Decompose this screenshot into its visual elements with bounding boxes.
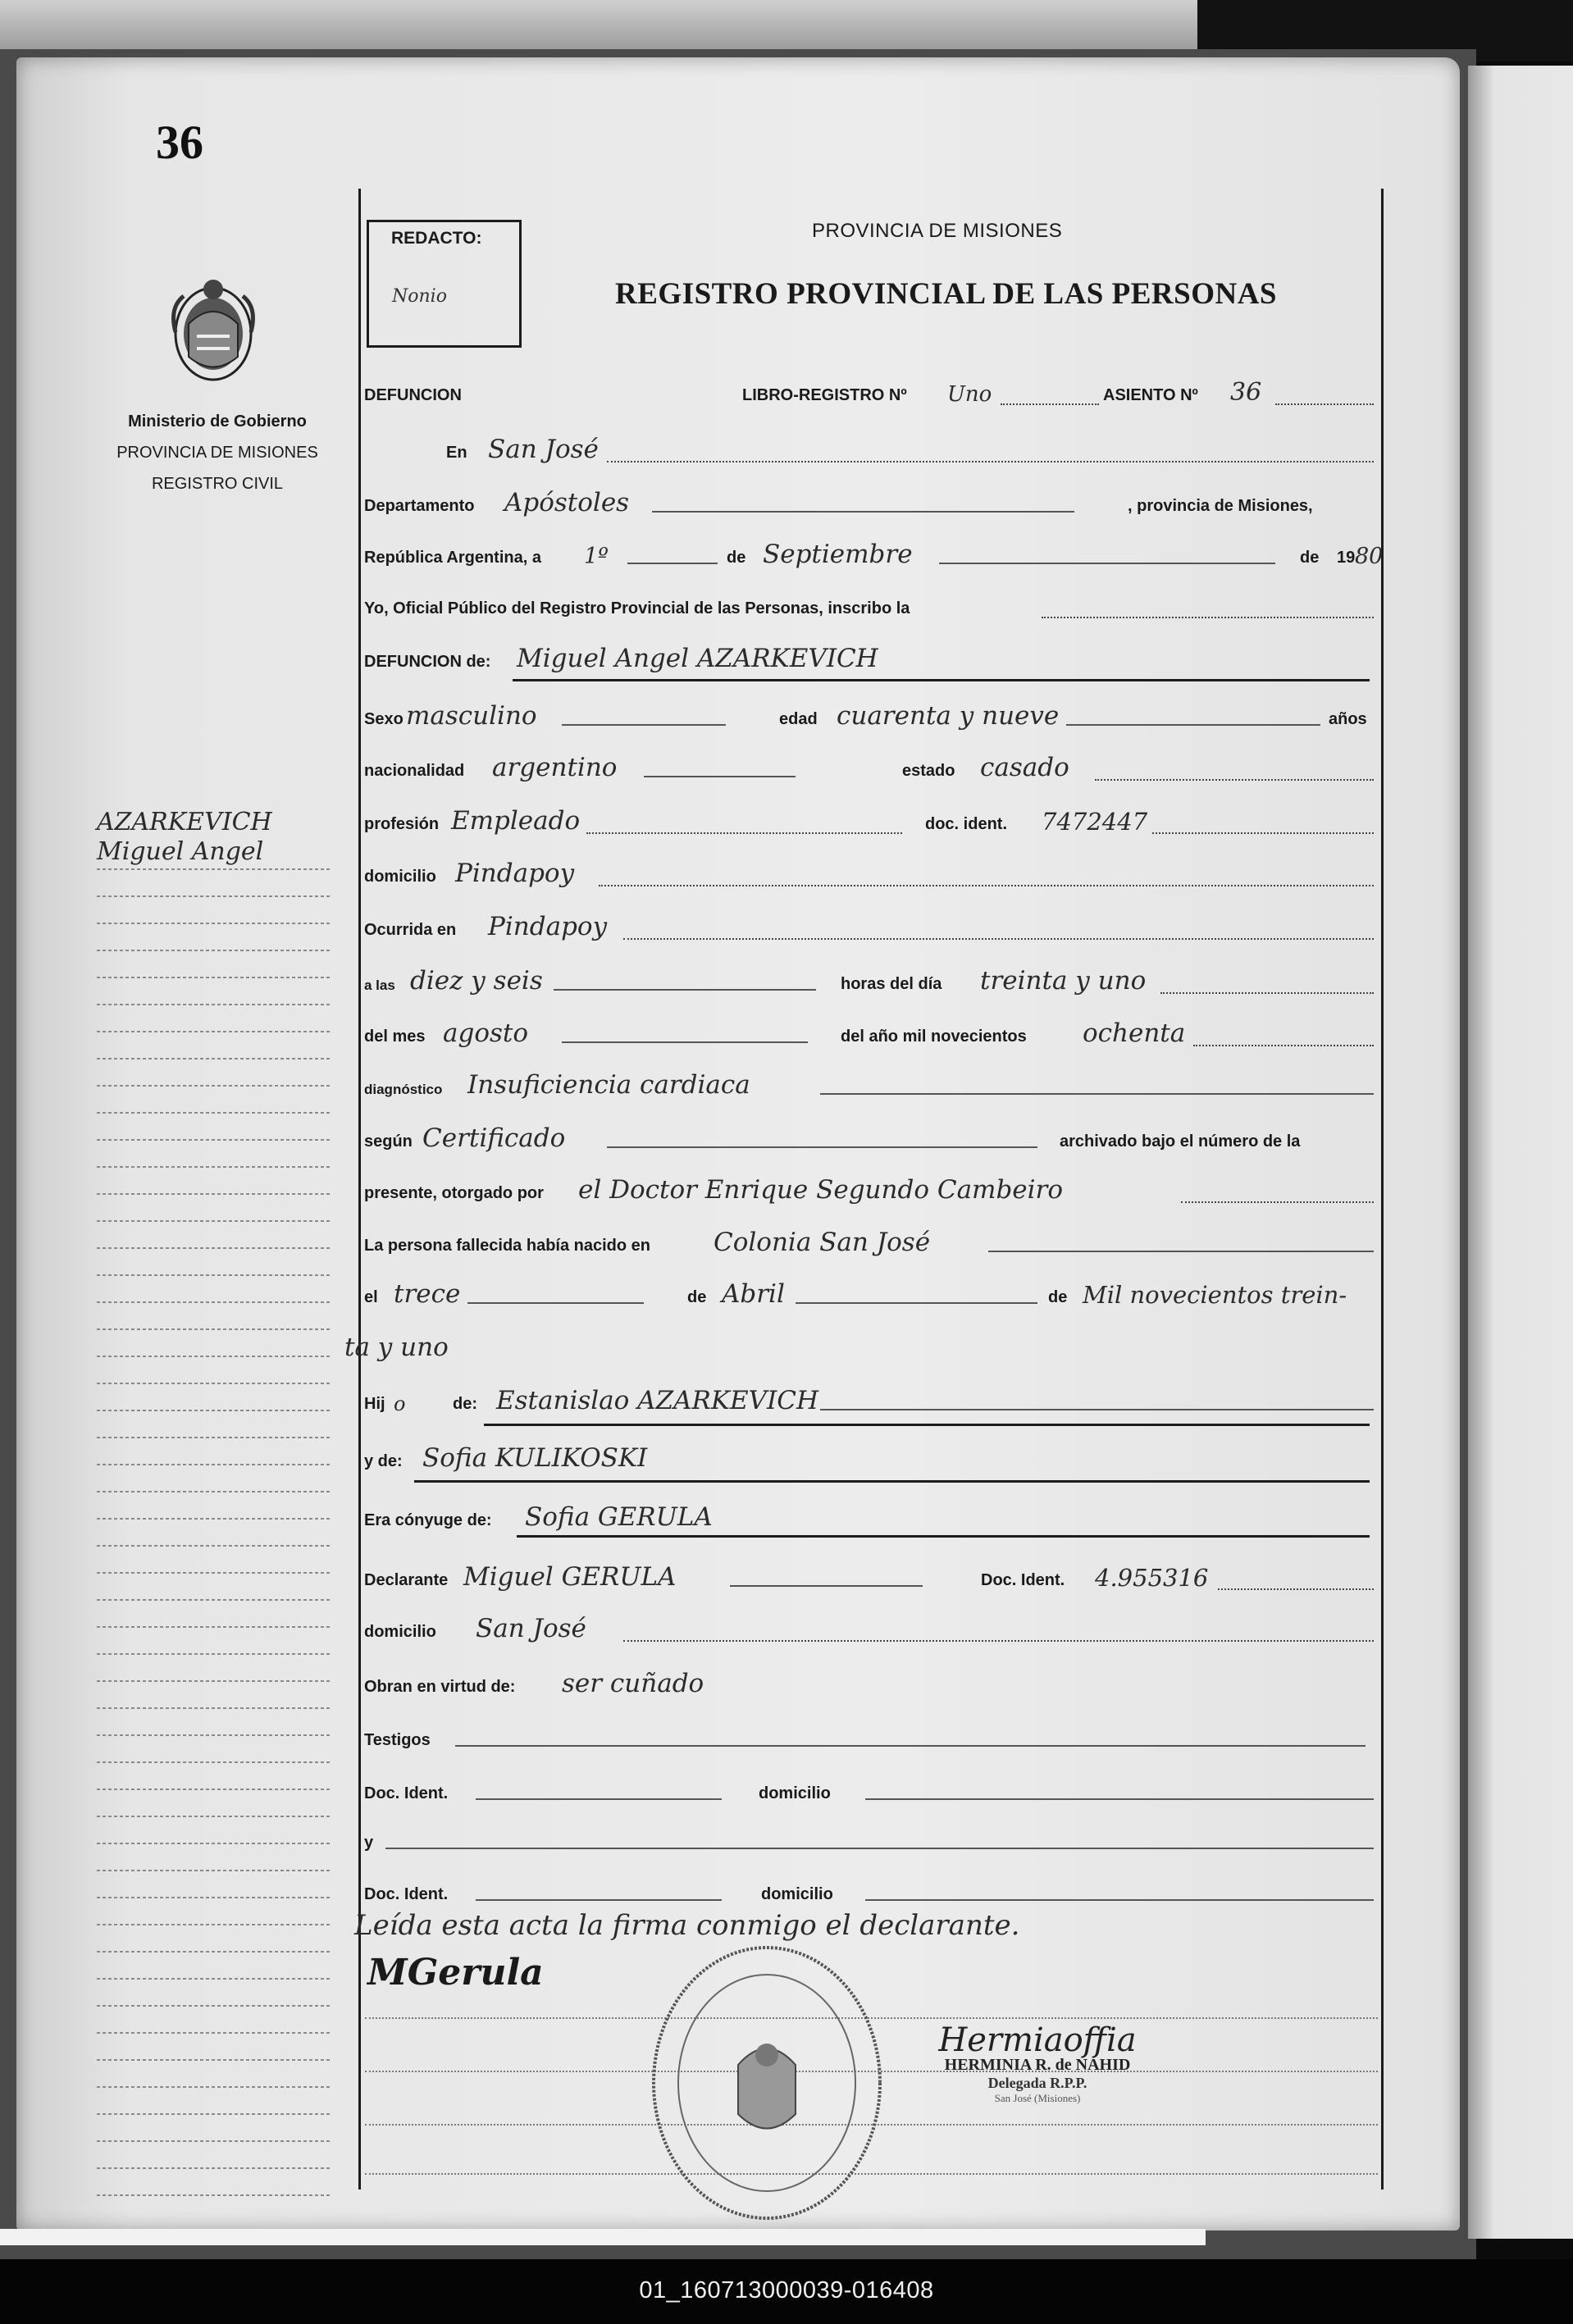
anio-mil-line bbox=[1193, 1045, 1374, 1046]
row-testigo-y bbox=[361, 1825, 1378, 1857]
redacto-value: Nonio bbox=[392, 286, 447, 307]
declarante-doc-line bbox=[1218, 1588, 1374, 1590]
conyuge-underline bbox=[517, 1535, 1370, 1538]
row-padre bbox=[361, 1386, 1378, 1419]
nac-mes-line bbox=[796, 1302, 1037, 1304]
anio-mil-value: ochenta bbox=[1083, 1018, 1186, 1048]
y-de-label: y de: bbox=[364, 1452, 403, 1470]
estado-value: casado bbox=[980, 753, 1069, 782]
departamento-line bbox=[652, 511, 1074, 513]
en-line bbox=[607, 461, 1374, 463]
obran-label: Obran en virtud de: bbox=[364, 1678, 516, 1696]
ocurrida-line bbox=[623, 938, 1374, 940]
asiento-line bbox=[1275, 403, 1374, 405]
margin-ruled-lines bbox=[97, 861, 331, 2206]
row-testigo-2 bbox=[361, 1876, 1378, 1909]
row-departamento bbox=[361, 488, 1378, 521]
profesion-value: Empleado bbox=[451, 806, 581, 836]
form-province: PROVINCIA DE MISIONES bbox=[812, 220, 1063, 242]
anio-value: 80 bbox=[1355, 544, 1384, 569]
defuncion-underline bbox=[513, 679, 1370, 681]
form-right-border bbox=[1381, 189, 1384, 2190]
anio-prefix: 19 bbox=[1337, 549, 1356, 567]
madre-underline bbox=[414, 1480, 1370, 1483]
declarante-dom-value: San José bbox=[476, 1614, 586, 1643]
provincial-coat-of-arms-icon bbox=[164, 275, 262, 388]
row-defuncion bbox=[361, 644, 1378, 677]
diagnostico-label: diagnóstico bbox=[364, 1082, 443, 1097]
domicilio-line bbox=[599, 885, 1374, 886]
row-sexo bbox=[361, 701, 1378, 734]
nac-anio-value-2: ta y uno bbox=[344, 1333, 449, 1362]
diagnostico-line bbox=[820, 1093, 1374, 1095]
hijo-label: Hij bbox=[364, 1395, 385, 1413]
el-value: trece bbox=[394, 1279, 461, 1309]
padre-value: Estanislao AZARKEVICH bbox=[496, 1386, 819, 1415]
de-label-5: de: bbox=[453, 1395, 477, 1413]
del-mes-line bbox=[562, 1041, 808, 1043]
issuing-authority bbox=[82, 406, 353, 499]
row-declarante bbox=[361, 1562, 1378, 1595]
photo-top-edge bbox=[0, 0, 1197, 49]
doc-value: 7472447 bbox=[1042, 808, 1148, 836]
margin-surname: AZARKEVICH bbox=[97, 808, 272, 836]
redacto-box bbox=[367, 220, 522, 348]
dia-value: 1º bbox=[584, 544, 609, 569]
dia-line bbox=[627, 563, 718, 564]
row-profesion bbox=[361, 806, 1378, 839]
profesion-line bbox=[586, 832, 902, 834]
row-fecha bbox=[361, 540, 1384, 572]
facing-page-edge bbox=[1468, 66, 1573, 2239]
estado-label: estado bbox=[902, 762, 955, 780]
row-testigos bbox=[361, 1722, 1378, 1755]
segun-label: según bbox=[364, 1132, 413, 1151]
libro-line bbox=[1001, 403, 1099, 405]
nacido-value: Colonia San José bbox=[714, 1228, 931, 1257]
presente-label: presente, otorgado por bbox=[364, 1184, 544, 1202]
declarante-doc-value: 4.955316 bbox=[1095, 1564, 1209, 1592]
obran-value: ser cuñado bbox=[562, 1669, 704, 1698]
de-label: de bbox=[727, 549, 746, 567]
row-hora bbox=[361, 966, 1378, 999]
mes-line bbox=[939, 563, 1275, 564]
nacionalidad-line bbox=[644, 776, 796, 777]
row-madre bbox=[361, 1443, 1378, 1476]
page-bottom-edge bbox=[0, 2229, 1206, 2245]
yo-line bbox=[1042, 617, 1374, 618]
testigos-label: Testigos bbox=[364, 1731, 431, 1749]
row-segun bbox=[361, 1123, 1378, 1156]
anios-label: años bbox=[1329, 710, 1367, 728]
row-nacimiento bbox=[361, 1279, 1378, 1312]
y-line bbox=[385, 1848, 1374, 1849]
testigos-line bbox=[455, 1745, 1366, 1747]
de-label-2: de bbox=[1300, 549, 1320, 567]
archivado-label: archivado bajo el número de la bbox=[1060, 1132, 1301, 1151]
nacionalidad-label: nacionalidad bbox=[364, 762, 465, 780]
ministry-name: Ministerio de Gobierno bbox=[128, 412, 307, 431]
horas-value: treinta y uno bbox=[980, 966, 1147, 996]
asiento-value: 36 bbox=[1230, 378, 1262, 407]
republica-label: República Argentina, a bbox=[364, 549, 541, 567]
dom2-label: domicilio bbox=[761, 1885, 833, 1903]
declarante-dom-line bbox=[623, 1640, 1374, 1642]
declarante-dom-label: domicilio bbox=[364, 1623, 436, 1641]
de-label-3: de bbox=[687, 1288, 707, 1306]
el-label: el bbox=[364, 1288, 378, 1306]
nac-mes-value: Abril bbox=[722, 1279, 785, 1309]
doc2-label: Doc. Ident. bbox=[364, 1885, 449, 1903]
defuncion-label: DEFUNCION de: bbox=[364, 653, 491, 671]
segun-value: Certificado bbox=[422, 1123, 566, 1153]
horas-label: horas del día bbox=[841, 975, 942, 993]
del-mes-value: agosto bbox=[443, 1018, 529, 1048]
sexo-line bbox=[562, 724, 726, 726]
official-signature-block bbox=[902, 2021, 1173, 2105]
row-conyuge bbox=[361, 1502, 1378, 1535]
official-name: HERMINIA R. de NAHID bbox=[944, 2056, 1131, 2074]
del-mes-label: del mes bbox=[364, 1028, 426, 1046]
row-nacido bbox=[361, 1228, 1378, 1260]
y-label: y bbox=[364, 1834, 374, 1852]
row-yo bbox=[361, 590, 1378, 623]
nac-anio-value: Mil novecientos trein- bbox=[1083, 1281, 1347, 1309]
a-las-value: diez y seis bbox=[410, 966, 543, 996]
sexo-label: Sexo bbox=[364, 710, 404, 728]
madre-value: Sofia KULIKOSKI bbox=[422, 1443, 648, 1473]
sexo-value: masculino bbox=[406, 701, 537, 731]
nacido-label: La persona fallecida había nacido en bbox=[364, 1237, 650, 1255]
edad-value: cuarenta y nueve bbox=[837, 701, 1060, 731]
row-diagnostico bbox=[361, 1070, 1378, 1103]
padre-line bbox=[820, 1409, 1374, 1410]
nacionalidad-value: argentino bbox=[492, 753, 618, 782]
row-libro bbox=[361, 377, 1378, 410]
row-en bbox=[361, 435, 1378, 467]
row-obran bbox=[361, 1669, 1378, 1702]
ocurrida-value: Pindapoy bbox=[488, 912, 608, 941]
declarant-signature: MGerula bbox=[367, 1952, 544, 1994]
segun-line bbox=[607, 1146, 1037, 1148]
page-number: 36 bbox=[156, 116, 203, 169]
row-domicilio bbox=[361, 859, 1378, 891]
redacto-label: REDACTO: bbox=[391, 229, 482, 248]
diagnostico-value: Insuficiencia cardiaca bbox=[467, 1070, 750, 1100]
ministry-province: PROVINCIA DE MISIONES bbox=[116, 444, 318, 462]
row-ocurrida bbox=[361, 912, 1378, 945]
doc-label: doc. ident. bbox=[925, 815, 1007, 833]
margin-names: Miguel Angel bbox=[97, 837, 264, 866]
anio-mil-label: del año mil novecientos bbox=[841, 1028, 1027, 1046]
padre-underline bbox=[484, 1424, 1370, 1426]
ocurrida-label: Ocurrida en bbox=[364, 921, 457, 939]
declarante-label: Declarante bbox=[364, 1571, 449, 1589]
official-stamp-icon bbox=[648, 1942, 886, 2225]
declarante-value: Miguel GERULA bbox=[463, 1562, 677, 1592]
edad-line bbox=[1066, 724, 1320, 726]
horas-line bbox=[1160, 992, 1374, 994]
closing-statement: Leída esta acta la firma conmigo el declarante. bbox=[354, 1909, 1020, 1942]
profesion-label: profesión bbox=[364, 815, 440, 833]
mes-value: Septiembre bbox=[763, 540, 913, 569]
presente-value: el Doctor Enrique Segundo Cambeiro bbox=[578, 1175, 1064, 1205]
edad-label: edad bbox=[779, 710, 818, 728]
doc2-line bbox=[476, 1899, 722, 1901]
de-label-4: de bbox=[1048, 1288, 1068, 1306]
margin-annotation bbox=[97, 808, 272, 867]
row-presente bbox=[361, 1175, 1378, 1208]
a-las-label: a las bbox=[364, 977, 395, 993]
hijo-suffix: o bbox=[394, 1392, 406, 1415]
form-title: REGISTRO PROVINCIAL DE LAS PERSONAS bbox=[615, 277, 1278, 311]
row-testigo-1 bbox=[361, 1775, 1378, 1808]
ministry-registry: REGISTRO CIVIL bbox=[151, 475, 284, 493]
departamento-label: Departamento bbox=[364, 497, 475, 515]
libro-label: LIBRO-REGISTRO Nº bbox=[742, 386, 907, 404]
en-label: En bbox=[446, 444, 467, 462]
provincia-suffix: , provincia de Misiones, bbox=[1128, 497, 1313, 515]
domicilio-value: Pindapoy bbox=[455, 859, 575, 888]
yo-text: Yo, Oficial Público del Registro Provincial de las Personas, inscribo la bbox=[364, 599, 910, 617]
conyuge-label: Era cónyuge de: bbox=[364, 1511, 492, 1529]
dom2-line bbox=[865, 1899, 1374, 1901]
row-declarante-domicilio bbox=[361, 1614, 1378, 1647]
el-line bbox=[467, 1302, 644, 1304]
official-title: Delegada R.P.P. bbox=[987, 2075, 1087, 2091]
defuncion-value: Miguel Angel AZARKEVICH bbox=[517, 644, 878, 673]
declarante-line bbox=[730, 1585, 923, 1587]
row-mes-anio bbox=[361, 1018, 1378, 1051]
declarante-doc-label: Doc. Ident. bbox=[981, 1571, 1065, 1589]
scan-identifier: 01_160713000039-016408 bbox=[639, 2277, 934, 2303]
official-place: San José (Misiones) bbox=[994, 2092, 1081, 2104]
scan-caption-bar bbox=[0, 2259, 1573, 2324]
libro-value: Uno bbox=[947, 382, 992, 407]
a-las-line bbox=[554, 989, 816, 991]
row-nacimiento-cont bbox=[344, 1333, 1378, 1365]
doc-line bbox=[1152, 832, 1374, 834]
estado-line bbox=[1095, 779, 1374, 781]
domicilio-label: domicilio bbox=[364, 868, 436, 886]
dom1-label: domicilio bbox=[759, 1784, 831, 1802]
doc1-label: Doc. Ident. bbox=[364, 1784, 449, 1802]
asiento-label: ASIENTO Nº bbox=[1103, 386, 1198, 404]
conyuge-value: Sofia GERULA bbox=[525, 1502, 713, 1532]
act-type: DEFUNCION bbox=[364, 386, 462, 404]
presente-line bbox=[1181, 1201, 1374, 1203]
doc1-line bbox=[476, 1798, 722, 1800]
en-value: San José bbox=[488, 435, 599, 464]
dom1-line bbox=[865, 1798, 1374, 1800]
departamento-value: Apóstoles bbox=[504, 488, 630, 517]
nacido-line bbox=[988, 1251, 1374, 1252]
row-nacionalidad bbox=[361, 753, 1378, 786]
official-signature: Hermiaoffia bbox=[938, 2021, 1137, 2059]
